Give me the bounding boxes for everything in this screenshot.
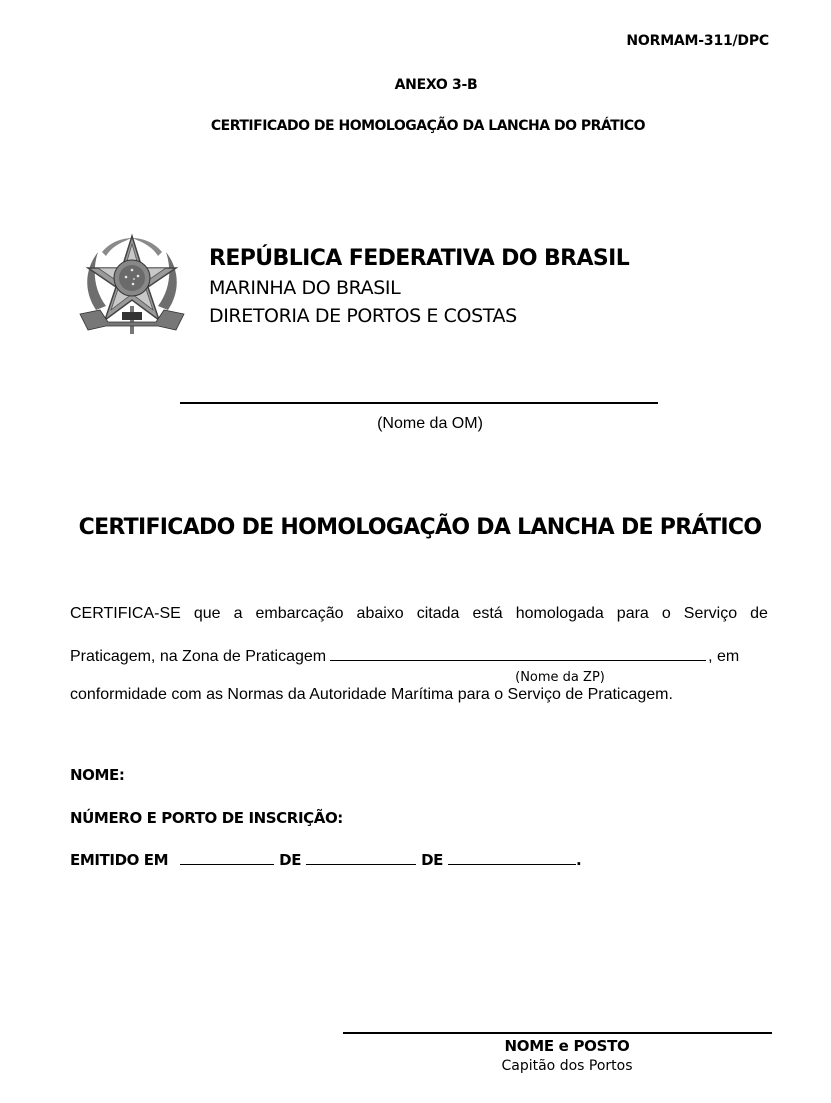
signature-role: Capitão dos Portos xyxy=(501,1058,633,1074)
word: que xyxy=(193,605,221,622)
word: de xyxy=(750,605,768,622)
annex-label: ANEXO 3-B xyxy=(394,77,478,93)
emitido-label: EMITIDO EM xyxy=(70,851,169,869)
certificate-title: CERTIFICADO DE HOMOLOGAÇÃO DA LANCHA DE PRÁTICO xyxy=(78,515,762,540)
zone-suffix: , em xyxy=(708,648,740,665)
organization-line-directorate: DIRETORIA DE PORTOS E COSTAS xyxy=(209,305,517,327)
om-signature-line xyxy=(180,402,658,404)
zone-prefix: Praticagem, na Zona de Praticagem xyxy=(70,648,327,665)
word: CERTIFICA-SE xyxy=(70,605,181,622)
signature-line xyxy=(343,1032,772,1034)
de-label-2: DE xyxy=(421,851,443,869)
word: Serviço xyxy=(683,605,738,622)
day-blank[interactable] xyxy=(180,852,274,865)
word: embarcação xyxy=(255,605,344,622)
year-blank[interactable] xyxy=(448,852,576,865)
zp-name-label: (Nome da ZP) xyxy=(515,670,605,685)
word: para xyxy=(616,605,649,622)
word: o xyxy=(661,605,671,622)
norma-code: NORMAM-311/DPC xyxy=(626,33,769,49)
organization-line-navy: MARINHA DO BRASIL xyxy=(209,277,401,299)
brazil-coat-of-arms-icon xyxy=(78,230,186,338)
certificate-paragraph-line-2 xyxy=(70,646,768,666)
annex-title: CERTIFICADO DE HOMOLOGAÇÃO DA LANCHA DO PRÁTICO xyxy=(210,118,646,134)
certificate-paragraph-line-1 xyxy=(70,605,768,623)
de-label-1: DE xyxy=(279,851,302,869)
om-name-label: (Nome da OM) xyxy=(377,415,483,432)
zone-name-blank[interactable] xyxy=(330,646,706,661)
word: citada xyxy=(416,605,460,622)
field-nome: NOME: xyxy=(70,766,125,784)
word: está xyxy=(472,605,503,622)
period: . xyxy=(575,851,582,869)
certificate-paragraph-line-3: conformidade com as Normas da Autoridade Marítima para o Serviço de Praticagem. xyxy=(70,686,673,703)
signature-name: NOME e POSTO xyxy=(504,1037,630,1055)
field-emitido xyxy=(70,851,581,869)
word: homologada xyxy=(515,605,604,622)
word: a xyxy=(233,605,243,622)
organization-name: REPÚBLICA FEDERATIVA DO BRASIL xyxy=(209,246,630,271)
field-numero-porto: NÚMERO E PORTO DE INSCRIÇÃO: xyxy=(70,809,343,827)
month-blank[interactable] xyxy=(306,852,416,865)
word: abaixo xyxy=(356,605,404,622)
organization-block xyxy=(209,244,629,330)
